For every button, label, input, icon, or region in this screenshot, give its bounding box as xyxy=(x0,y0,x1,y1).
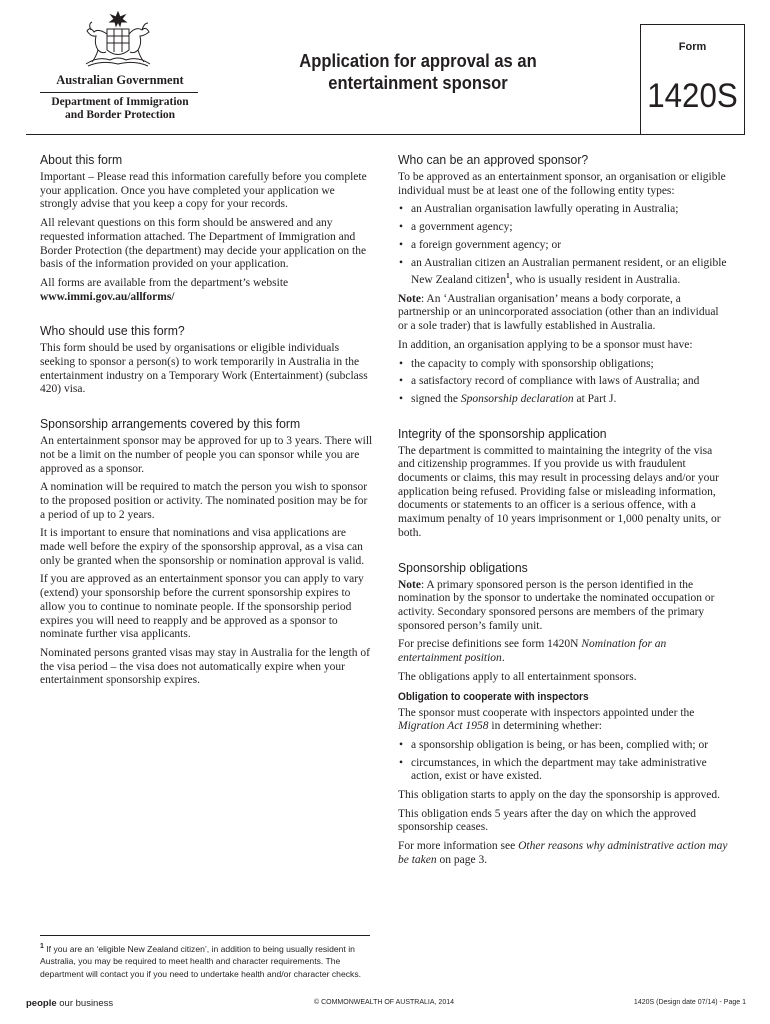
obligations-paragraph: The sponsor must cooperate with inspectors appointed under the Migration Act 1958 in determining whether: xyxy=(398,706,695,733)
list-item: • signed the Sponsorship declaration at Part J. xyxy=(399,392,617,405)
approved-paragraph: To be approved as an entertainment sponsor, an organisation or eligible individual must be at least one of the following entity types: xyxy=(398,171,726,197)
form-number: 1420S xyxy=(647,77,738,115)
about-paragraph xyxy=(40,277,373,304)
right-column xyxy=(398,150,731,873)
obligations-paragraph: This obligation ends 5 years after the day on which the approved sponsorship ceases. xyxy=(398,807,696,834)
form-number-box xyxy=(640,24,745,135)
website-intro: All forms are available from the department’s website xyxy=(40,276,289,289)
list-item: • a satisfactory record of compliance with laws of Australia; and xyxy=(399,375,700,388)
form-label: Form xyxy=(678,41,707,53)
obligations-paragraph: This obligation starts to apply on the day the sponsorship is approved. xyxy=(398,789,720,802)
department-line-2: and Border Protection xyxy=(64,109,176,121)
footnote-divider xyxy=(40,935,370,936)
list-item: • a foreign government agency; or xyxy=(399,238,562,251)
integrity-heading: Integrity of the sponsorship application xyxy=(398,425,607,441)
header-rule xyxy=(26,134,745,135)
approved-sponsor-heading: Who can be an approved sponsor? xyxy=(398,152,589,167)
form-title xyxy=(280,50,556,94)
footnote-number: 1 xyxy=(40,943,44,950)
about-heading: About this form xyxy=(40,152,123,167)
approved-note: Note: An ‘Australian organisation’ means a body corporate, a partnership or an unincorporated association (other than an individual or a sole trader) that is lawfully established in Australia. xyxy=(398,292,719,333)
who-use-paragraph: This form should be used by organisations or eligible individuals seeking to sponsor a person(s) to work temporarily in Australia in the entertainment industry on a Temporary Work (Entertainment) (subclass 420) visa. xyxy=(40,342,368,396)
obligations-paragraph: For precise definitions see form 1420N Nomination for an entertainment position. xyxy=(398,638,667,665)
form-title-line-2: entertainment sponsor xyxy=(328,73,508,93)
arrangements-paragraph: It is important to ensure that nominations and visa applications are made well before the expiry of the sponsorship approval, as a visa can only be granted when the sponsorship or nomination approval is valid. xyxy=(40,527,365,567)
footer-page-info: 1420S (Design date 07/14) - Page 1 xyxy=(633,999,746,1006)
government-name: Australian Government xyxy=(56,73,184,87)
obligations-paragraph: The obligations apply to all entertainment sponsors. xyxy=(398,670,637,683)
coat-of-arms-icon xyxy=(78,10,158,72)
department-line-1: Department of Immigration xyxy=(51,96,189,108)
list-item: • an Australian organisation lawfully operating in Australia; xyxy=(399,203,679,216)
inspectors-subheading: Obligation to cooperate with inspectors xyxy=(398,690,589,703)
department-name xyxy=(40,96,200,122)
left-column xyxy=(40,150,373,693)
obligations-paragraph: For more information see Other reasons why administrative action may be taken on page 3. xyxy=(398,840,728,866)
obligations-note: Note: A primary sponsored person is the person identified in the nomination by the sponsor to undertake the nominated occupation or activity. Secondary sponsored persons are members of the primary sponsored person’s family unit. xyxy=(398,578,715,632)
obligations-heading: Sponsorship obligations xyxy=(398,559,528,575)
form-title-line-1: Application for approval as an xyxy=(299,51,537,71)
inspector-list xyxy=(398,739,731,784)
footnote-marker: 1 xyxy=(506,272,510,281)
website-link[interactable]: www.immi.gov.au/allforms/ xyxy=(40,290,175,303)
who-use-heading: Who should use this form? xyxy=(40,323,185,339)
arrangements-paragraph: A nomination will be required to match the person you wish to sponsor to the proposed position or activity. The nominated position may be for a period of up to 2 years. xyxy=(40,481,368,521)
arrangements-paragraph: An entertainment sponsor may be approved for up to 3 years. There will not be a limit on the number of people you can sponsor while you are approved as a sponsor. xyxy=(40,435,373,475)
footer-brand: people our business xyxy=(26,998,114,1009)
arrangements-paragraph: If you are approved as an entertainment sponsor you can apply to vary (extend) your sponsorship before the current sponsorship expires to allow you to continue to nominate people. If the sponsorship period expires you will need to reapply and be approved as a sponsor to nominate further visa applicants. xyxy=(40,573,364,641)
footer-copyright: © COMMONWEALTH OF AUSTRALIA, 2014 xyxy=(314,999,454,1006)
list-item: • the capacity to comply with sponsorship obligations; xyxy=(399,357,654,370)
arrangements-paragraph: Nominated persons granted visas may stay in Australia for the length of the visa period – the visa does not automatically expire when your entertainment sponsorship expires. xyxy=(40,646,370,687)
list-item: • a sponsorship obligation is being, or has been, complied with; or xyxy=(399,738,709,751)
integrity-paragraph: The department is committed to maintaining the integrity of the visa and citizenship programmes. If you provide us with fraudulent documents or claims, this may result in processing delays and/or your application being refused. Providing false or misleading information, documents or statements to an officer is a serious offence, with a maximum penalty of 10 years imprisonment or 1,000 penalty units, or both. xyxy=(398,444,721,539)
list-item: • circumstances, in which the department may take administrative action, exist or have existed. xyxy=(399,756,707,783)
entity-type-list xyxy=(398,203,731,287)
about-paragraph: Important – Please read this information carefully before you complete your application. Once you have completed your application we strongly advise that you keep a copy for your records. xyxy=(40,171,367,211)
arrangements-heading: Sponsorship arrangements covered by this form xyxy=(40,416,301,432)
approved-paragraph: In addition, an organisation applying to be a sponsor must have: xyxy=(398,338,693,351)
list-item: • a government agency; xyxy=(399,221,513,234)
footnote: $^1$ If you are an ‘eligible New Zealand citizen’, in addition to being usually resident in Australia, you may be required to meet health and character requirements. The department will contact you if you need to undertake health and/or character checks. xyxy=(40,943,362,979)
header-divider xyxy=(40,92,198,93)
list-item: • an Australian citizen an Australian permanent resident, or an eligible New Zealand citizen$^1$, who is usually resident in Australia. xyxy=(399,256,727,287)
requirements-list xyxy=(398,358,731,407)
about-paragraph: All relevant questions on this form should be answered and any requested information attached. The Department of Immigration and Border Protection (the department) may decide your application on the basis of the information provided on your application. xyxy=(40,217,367,271)
